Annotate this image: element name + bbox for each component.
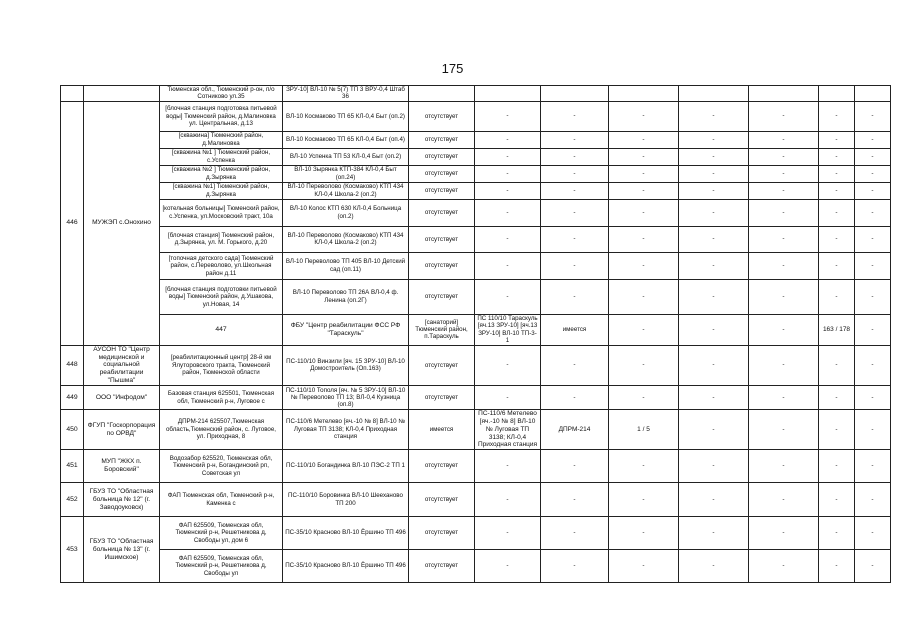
cell-c9: - <box>819 450 855 483</box>
cell-c4: - <box>475 450 541 483</box>
cell-c7: - <box>679 165 749 182</box>
cell-status: отсутствует <box>409 483 475 517</box>
table-row <box>61 517 891 550</box>
table-row <box>61 148 891 165</box>
cell-c9: - <box>819 131 855 148</box>
cell-c9: - <box>819 345 855 386</box>
cell-c8: - <box>749 199 819 226</box>
cell-c10: - <box>855 410 891 450</box>
cell-c8: - <box>749 517 819 550</box>
cell-supply: ВЛ-10 Переволово ТП 405 ВЛ-10 Детский сад (оп.11) <box>283 252 409 279</box>
table-row <box>61 410 891 450</box>
cell-c7: - <box>679 226 749 252</box>
cell-supply: ВЛ-10 Колос КТП 630 КЛ-0,4 Больница (оп.2) <box>283 199 409 226</box>
cell-c8: - <box>749 226 819 252</box>
cell-c5: - <box>541 450 609 483</box>
cell-c4: - <box>475 517 541 550</box>
cell-org: ООО "Инфодом" <box>84 386 160 410</box>
cell-c5: - <box>541 226 609 252</box>
cell-c8: - <box>749 182 819 199</box>
cell-c10: - <box>855 550 891 583</box>
cell-c5: - <box>541 182 609 199</box>
cell-c5: - <box>541 101 609 131</box>
cell-c5: - <box>541 131 609 148</box>
cell-c6: - <box>609 165 679 182</box>
cell-supply: ВЛ-10 Космаково ТП 65 КЛ-0,4 Быт (оп.2) <box>283 101 409 131</box>
cell-supply: ВЛ-10 Переволово (Космаково) КТП 434 КЛ-0,4 Школа-2 (оп.2) <box>283 226 409 252</box>
table-row <box>61 165 891 182</box>
cell-c10: - <box>855 279 891 314</box>
cell-address: [скважина] Тюменский район, д.Малиновка <box>160 131 283 148</box>
cell-num: 448 <box>61 345 84 386</box>
cell-c4: - <box>475 148 541 165</box>
table-row <box>61 550 891 583</box>
cell-c10: - <box>855 199 891 226</box>
table-row <box>61 101 891 131</box>
cell-c10: - <box>855 386 891 410</box>
cell-num: 447 <box>160 314 283 345</box>
cell-num: 453 <box>61 517 84 583</box>
cell-supply: ПС-35/10 Красново ВЛ-10 Ёршино ТП 496 <box>283 517 409 550</box>
cell-c5: - <box>541 148 609 165</box>
cell-supply: ПС-110/10 Тополя [яч. № 5 ЗРУ-10] ВЛ-10 № Переволово ТП 13; ВЛ-0,4 Кузница (оп.8) <box>283 386 409 410</box>
cell-c6: - <box>749 314 819 345</box>
table-row <box>61 483 891 517</box>
table-body <box>61 86 891 583</box>
table-row <box>61 226 891 252</box>
cell-org: ГБУЗ ТО "Областная больница № 13" (г. Ишимское) <box>84 517 160 583</box>
cell-org: АУСОН ТО "Центр медицинской и социальной реабилитации "Пышма" <box>84 345 160 386</box>
cell-c6: - <box>609 483 679 517</box>
cell-address: ДПРМ-214 625507,Тюменская область,Тюменский район, с. Луговое, ул. Приходная, 8 <box>160 410 283 450</box>
cell-c4: - <box>475 483 541 517</box>
cell-c9: - <box>819 226 855 252</box>
cell-supply: ПС-110/10 Винзили [яч. 15 ЗРУ-10] ВЛ-10 Домостроитель (Оп.163) <box>283 345 409 386</box>
cell-c8: - <box>749 148 819 165</box>
cell-c4: - <box>475 199 541 226</box>
cell-c7: - <box>679 182 749 199</box>
cell-c7: - <box>679 345 749 386</box>
cell-c7: - <box>679 550 749 583</box>
cell-num: 450 <box>61 410 84 450</box>
cell-c7: - <box>679 101 749 131</box>
cell-c4: - <box>475 345 541 386</box>
cell-num: 446 <box>61 101 84 345</box>
cell-c4: - <box>475 252 541 279</box>
cell-status: отсутствует <box>409 345 475 386</box>
cell-status: имеется <box>409 410 475 450</box>
cell-c6: - <box>609 386 679 410</box>
cell-address: Водозабор 625520, Тюменская обл, Тюменский р-н, Богандинский рп, Советская ул <box>160 450 283 483</box>
cell-c9: - <box>819 386 855 410</box>
cell-address: [котельная больницы] Тюменский район, с.Успенка, ул.Московский тракт, 10а <box>160 199 283 226</box>
cell-c7: - <box>679 148 749 165</box>
cell-c5: ДПРМ-214 <box>541 410 609 450</box>
cell-org: МУП "ЖКХ п. Боровский" <box>84 450 160 483</box>
cell-supply: ПС-110/10 Боровинка ВЛ-10 Шееханово ТП 200 <box>283 483 409 517</box>
table-row <box>61 314 891 345</box>
table-row <box>61 199 891 226</box>
cell-address: [блочная станция подготовки питьевой воды] Тюменский район, д.Ушакова, ул.Новая, 14 <box>160 279 283 314</box>
cell-c4: - <box>475 386 541 410</box>
cell-c8: - <box>749 450 819 483</box>
cell-c6: - <box>609 226 679 252</box>
cell-supply: ЗРУ-10] ВЛ-10 № 5(7) ТП 3 ВРУ-0,4 Штаб 36 <box>283 86 409 102</box>
cell-org: ФГУП "Госкорпорация по ОРВД" <box>84 410 160 450</box>
cell-supply: ПС-110/6 Метелево [яч.-10 № 8] ВЛ-10 № Луговая ТП 3138; КЛ-0,4 Приходная станция <box>283 410 409 450</box>
cell-status: отсутствует <box>409 226 475 252</box>
cell-c9: - <box>819 148 855 165</box>
cell-c5: - <box>541 483 609 517</box>
cell-c8: - <box>749 386 819 410</box>
cell-c7: - <box>679 199 749 226</box>
cell-address: [блочная станция подготовка питьевой воды] Тюменский район, д.Малиновка ул. Центральная, д.13 <box>160 101 283 131</box>
cell-org: ФБУ "Центр реабилитации ФСС РФ "Тараскуль" <box>283 314 409 345</box>
cell-c10: - <box>855 182 891 199</box>
cell-c10: - <box>855 165 891 182</box>
cell-c6: - <box>609 101 679 131</box>
cell-status: отсутствует <box>409 131 475 148</box>
cell-c4: - <box>475 279 541 314</box>
cell-status: отсутствует <box>409 550 475 583</box>
cell-c7: 163 / 178 <box>819 314 855 345</box>
cell-status: имеется <box>541 314 609 345</box>
cell-supply: ВЛ-10 Зырянка КТП-384 КЛ-0,4 Быт (оп.24) <box>283 165 409 182</box>
cell-c7: - <box>679 386 749 410</box>
cell-c6: - <box>609 131 679 148</box>
cell-org: ГБУЗ ТО "Областная больница № 12" (г. Заводоуковск) <box>84 483 160 517</box>
cell-c6: - <box>609 199 679 226</box>
cell-c9: - <box>819 165 855 182</box>
cell-address: [топочная детского сада] Тюменский район, с.Переволово, ул.Школьная район д.11 <box>160 252 283 279</box>
cell-c5: - <box>541 345 609 386</box>
cell-address: [скважина №1 ] Тюменский район, с.Успенка <box>160 148 283 165</box>
cell-address: Тюменская обл., Тюменский р-он, п/о Сотниково ул.35 <box>160 86 283 102</box>
cell-c4: - <box>475 165 541 182</box>
cell-address: ФАП 625509, Тюменская обл, Тюменский р-н, Решетникова д, Свободы ул <box>160 550 283 583</box>
cell-c4: - <box>475 550 541 583</box>
cell-c8: - <box>749 101 819 131</box>
cell-c7: - <box>679 279 749 314</box>
table-row <box>61 345 891 386</box>
cell-address: ФАП Тюменская обл, Тюменский р-н, Каменка с <box>160 483 283 517</box>
table-row <box>61 131 891 148</box>
cell-c10: - <box>855 483 891 517</box>
table-row <box>61 450 891 483</box>
cell-c10: - <box>855 252 891 279</box>
cell-status: отсутствует <box>409 279 475 314</box>
cell-c5: - <box>541 517 609 550</box>
cell-c6: - <box>609 517 679 550</box>
cell-c9: - <box>819 199 855 226</box>
cell-c10: - <box>855 517 891 550</box>
cell-c10: - <box>855 226 891 252</box>
table-row <box>61 279 891 314</box>
cell-c4: - <box>475 182 541 199</box>
cell-c8: - <box>749 550 819 583</box>
cell-status: отсутствует <box>409 199 475 226</box>
cell-status: отсутствует <box>409 165 475 182</box>
cell-c8: - <box>749 165 819 182</box>
cell-c10: - <box>855 450 891 483</box>
cell-c9: - <box>819 410 855 450</box>
cell-c9: - <box>819 279 855 314</box>
cell-c4: - <box>609 314 679 345</box>
cell-c10: - <box>855 345 891 386</box>
cell-c4: - <box>475 131 541 148</box>
cell-c9: - <box>819 101 855 131</box>
table-row <box>61 86 891 102</box>
table-row <box>61 252 891 279</box>
cell-c7: - <box>679 410 749 450</box>
cell-c5: - <box>541 279 609 314</box>
page-number: 175 <box>441 61 464 76</box>
cell-num: 449 <box>61 386 84 410</box>
cell-supply: ВЛ-10 Переволово (Космаково) КТП 434 КЛ-0,4 Школа-2 (оп.2) <box>283 182 409 199</box>
cell-c7: - <box>679 252 749 279</box>
cell-c6: - <box>609 450 679 483</box>
cell-c8: - <box>749 410 819 450</box>
cell-address: [блочная станция] Тюменский район, д.Зырянка, ул. М. Горького, д.20 <box>160 226 283 252</box>
table-row <box>61 182 891 199</box>
cell-status: отсутствует <box>409 517 475 550</box>
cell-c9: - <box>819 550 855 583</box>
cell-address: ФАП 625509, Тюменская обл, Тюменский р-н, Решетникова д, Свободы ул, дом 6 <box>160 517 283 550</box>
cell-c8: - <box>749 279 819 314</box>
table-row <box>61 386 891 410</box>
cell-supply: ПС 110/10 Тараскуль [яч.13 ЗРУ-10] [яч.13 ЗРУ-10] ВЛ-10 ТП-3-1 <box>475 314 541 345</box>
cell-c8: - <box>749 483 819 517</box>
cell-org: МУЖЭП с.Онохино <box>84 101 160 345</box>
cell-c5: - <box>541 252 609 279</box>
cell-c10: - <box>855 148 891 165</box>
cell-status: отсутствует <box>409 450 475 483</box>
cell-address: [реабилитационный центр] 28-й км Ялуторовского тракта, Тюменский район, Тюменской области <box>160 345 283 386</box>
cell-c7: - <box>679 483 749 517</box>
cell-c8: - <box>749 345 819 386</box>
cell-c5: - <box>541 199 609 226</box>
cell-c8: - <box>749 131 819 148</box>
cell-c7: - <box>679 131 749 148</box>
cell-address: [скважина №1] Тюменский район, д.Зырянка <box>160 182 283 199</box>
cell-address: [скважина №2 ] Тюменский район, д.Зырянка <box>160 165 283 182</box>
cell-c6: - <box>609 182 679 199</box>
cell-c9: - <box>819 182 855 199</box>
cell-c10: - <box>855 101 891 131</box>
cell-c4: - <box>475 101 541 131</box>
cell-c5: - <box>541 165 609 182</box>
cell-c5: - <box>541 550 609 583</box>
cell-supply: ВЛ-10 Космаково ТП 65 КЛ-0,4 Быт (оп.4) <box>283 131 409 148</box>
cell-c6: - <box>609 148 679 165</box>
cell-c8: - <box>855 314 891 345</box>
cell-c6: - <box>609 279 679 314</box>
cell-c9: - <box>819 252 855 279</box>
cell-num <box>61 86 84 102</box>
cell-address: [санаторий] Тюменский район, п.Тараскуль <box>409 314 475 345</box>
cell-c9: - <box>819 517 855 550</box>
cell-c6: - <box>609 550 679 583</box>
cell-c6: - <box>609 252 679 279</box>
cell-c10: - <box>855 131 891 148</box>
cell-org <box>84 86 160 102</box>
cell-num: 452 <box>61 483 84 517</box>
cell-c7: - <box>679 450 749 483</box>
consumers-table <box>60 85 891 583</box>
cell-status: отсутствует <box>409 386 475 410</box>
cell-supply: ВЛ-10 Успенка ТП 53 КЛ-0,4 Быт (оп.2) <box>283 148 409 165</box>
cell-c4: ПС-110/6 Метелево [яч.-10 № 8] ВЛ-10 № Луговая ТП 3138; КЛ-0,4 Приходная станция <box>475 410 541 450</box>
cell-c5: - <box>679 314 749 345</box>
cell-c4: - <box>475 226 541 252</box>
cell-status: отсутствует <box>409 182 475 199</box>
cell-num: 451 <box>61 450 84 483</box>
cell-supply: ПС-110/10 Богандинка ВЛ-10 ПЭС-2 ТП 1 <box>283 450 409 483</box>
cell-supply: ВЛ-10 Переволово ТП 26А ВЛ-0,4 ф. Ленина (оп.2Г) <box>283 279 409 314</box>
cell-status: отсутствует <box>409 101 475 131</box>
cell-address: Базовая станция 625501, Тюменская обл, Тюменский р-н, Луговое с <box>160 386 283 410</box>
cell-supply: ПС-35/10 Красново ВЛ-10 Ёршино ТП 496 <box>283 550 409 583</box>
cell-status: отсутствует <box>409 252 475 279</box>
cell-c6: 1 / 5 <box>609 410 679 450</box>
cell-c8: - <box>749 252 819 279</box>
cell-c7: - <box>679 517 749 550</box>
cell-status: отсутствует <box>409 148 475 165</box>
cell-c5: - <box>541 386 609 410</box>
cell-c9: - <box>819 483 855 517</box>
cell-c6: - <box>609 345 679 386</box>
